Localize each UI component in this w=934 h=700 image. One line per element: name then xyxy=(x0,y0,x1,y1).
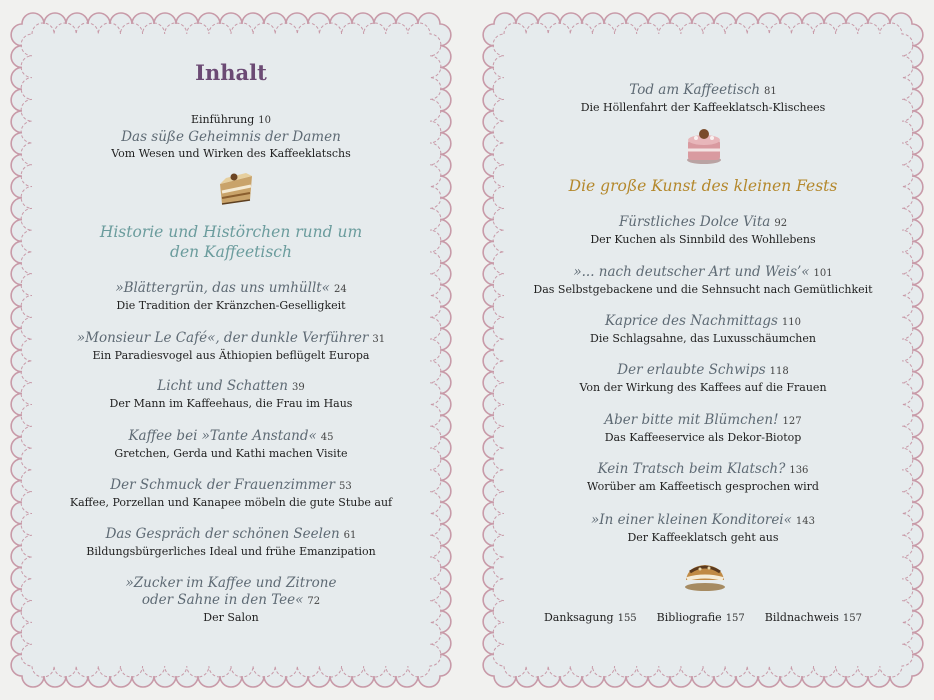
entry-title: Kaffee bei »Tante Anstand« xyxy=(128,428,317,444)
cake-slice-icon xyxy=(216,170,256,208)
entry-desc: Der Kaffeeklatsch geht aus xyxy=(627,531,779,544)
page-title: Inhalt xyxy=(195,60,267,85)
entry-title: Kein Tratsch beim Klatsch? xyxy=(597,461,786,477)
toc-entry xyxy=(512,82,894,116)
toc-entry xyxy=(512,512,894,546)
entry-subtitle: Das süße Geheimnis der Damen xyxy=(121,129,341,145)
page-number: 157 xyxy=(725,613,745,624)
toc-entry xyxy=(512,313,894,347)
entry-title: Tod am Kaffeetisch xyxy=(629,82,761,98)
entry-desc: Das Kaffeeservice als Dekor-Biotop xyxy=(604,431,802,444)
page-number: 143 xyxy=(795,516,815,527)
page-number: 24 xyxy=(333,284,347,295)
page-number: 72 xyxy=(307,596,321,607)
page-number: 61 xyxy=(343,530,357,541)
entry-title: Licht und Schatten xyxy=(157,378,288,394)
entry-desc: Kaffee, Porzellan und Kanapee möbeln die gute Stube auf xyxy=(69,496,393,509)
page-number: 136 xyxy=(789,465,809,476)
toc-entry xyxy=(40,526,422,560)
entry-desc: Ein Paradiesvogel aus Äthiopien beflügelt Europa xyxy=(92,349,370,362)
entry-title: »In einer kleinen Konditorei« xyxy=(591,512,792,528)
page-number: 101 xyxy=(813,268,833,279)
entry-desc: Vom Wesen und Wirken des Kaffeeklatschs xyxy=(111,147,351,160)
page-number: 53 xyxy=(338,481,352,492)
toc-left xyxy=(40,0,422,700)
toc-entry xyxy=(40,477,422,511)
page-number: 31 xyxy=(372,334,386,345)
cream-puff-icon xyxy=(682,558,728,592)
page-number: 92 xyxy=(774,218,788,229)
toc-right xyxy=(512,0,894,700)
entry-desc: Die Höllenfahrt der Kaffeeklatsch-Klischees xyxy=(580,101,826,114)
toc-entry xyxy=(512,362,894,396)
entry-title: Der erlaubte Schwips xyxy=(617,362,766,378)
appendix-label: Bibliografie xyxy=(656,611,722,624)
toc-entry xyxy=(40,428,422,462)
entry-title: »Zucker im Kaffee und Zitrone xyxy=(125,575,337,591)
page-number: 157 xyxy=(842,613,863,624)
entry-desc: Der Mann im Kaffeehaus, die Frau im Haus xyxy=(109,397,353,410)
toc-entry xyxy=(512,412,894,446)
appendix-item xyxy=(657,611,745,624)
entry-title: Kaprice des Nachmittags xyxy=(604,313,778,329)
entry-title: »... nach deutscher Art und Weis’« xyxy=(573,264,810,280)
entry-desc: Gretchen, Gerda und Kathi machen Visite xyxy=(114,447,348,460)
toc-entry xyxy=(512,264,894,298)
section-heading-line: den Kaffeetisch xyxy=(170,243,292,261)
toc-entry xyxy=(40,378,422,412)
page-number: 39 xyxy=(291,382,305,393)
entry-desc: Die Schlagsahne, das Luxusschäumchen xyxy=(590,332,816,345)
appendix-label: Bildnachweis xyxy=(764,611,839,624)
page-number: 81 xyxy=(764,86,777,97)
entry-title: Das Gespräch der schönen Seelen xyxy=(105,526,340,542)
right-page xyxy=(472,0,934,700)
section-heading-festival: Die große Kunst des kleinen Fests xyxy=(568,177,838,195)
entry-desc: Bildungsbürgerliches Ideal und frühe Emanzipation xyxy=(86,545,376,558)
entry-title: oder Sahne in den Tee« xyxy=(141,592,304,608)
entry-desc: Der Kuchen als Sinnbild des Wohllebens xyxy=(590,233,816,246)
entry-title: »Monsieur Le Café«, der dunkle Verführer xyxy=(76,330,369,346)
section-heading-line: Historie und Histörchen rund um xyxy=(99,223,363,241)
appendix-item xyxy=(544,611,637,624)
entry-desc: Der Salon xyxy=(203,611,259,624)
entry-title: Der Schmuck der Frauenzimmer xyxy=(110,477,335,493)
page-number: 155 xyxy=(617,613,637,624)
page-number: 118 xyxy=(769,366,789,377)
toc-entry xyxy=(512,461,894,495)
page-number: 127 xyxy=(782,416,802,427)
toc-entry xyxy=(40,330,422,364)
entry-desc: Von der Wirkung des Kaffees auf die Frauen xyxy=(579,381,827,394)
pink-cake-icon xyxy=(683,124,725,166)
page-number: 45 xyxy=(320,432,334,443)
left-page xyxy=(0,0,462,700)
section-heading-history xyxy=(40,222,422,262)
entry-title: Fürstliches Dolce Vita xyxy=(618,214,771,230)
entry-desc: Worüber am Kaffeetisch gesprochen wird xyxy=(587,480,819,493)
entry-title: »Blättergrün, das uns umhüllt« xyxy=(115,280,330,296)
toc-entry xyxy=(512,214,894,248)
page-number: 110 xyxy=(781,317,802,328)
toc-entry xyxy=(40,280,422,314)
entry-title: Einführung xyxy=(190,113,255,126)
toc-entry xyxy=(40,575,422,626)
entry-desc: Das Selbstgebackene und die Sehnsucht nach Gemütlichkeit xyxy=(533,283,873,296)
toc-entry-intro xyxy=(40,112,422,162)
page-number: 10 xyxy=(258,115,272,126)
entry-desc: Die Tradition der Kränzchen-Geselligkeit xyxy=(116,299,346,312)
appendix-item xyxy=(765,611,862,624)
appendix-row xyxy=(512,611,894,624)
appendix-label: Danksagung xyxy=(543,611,614,624)
entry-title: Aber bitte mit Blümchen! xyxy=(604,412,779,428)
